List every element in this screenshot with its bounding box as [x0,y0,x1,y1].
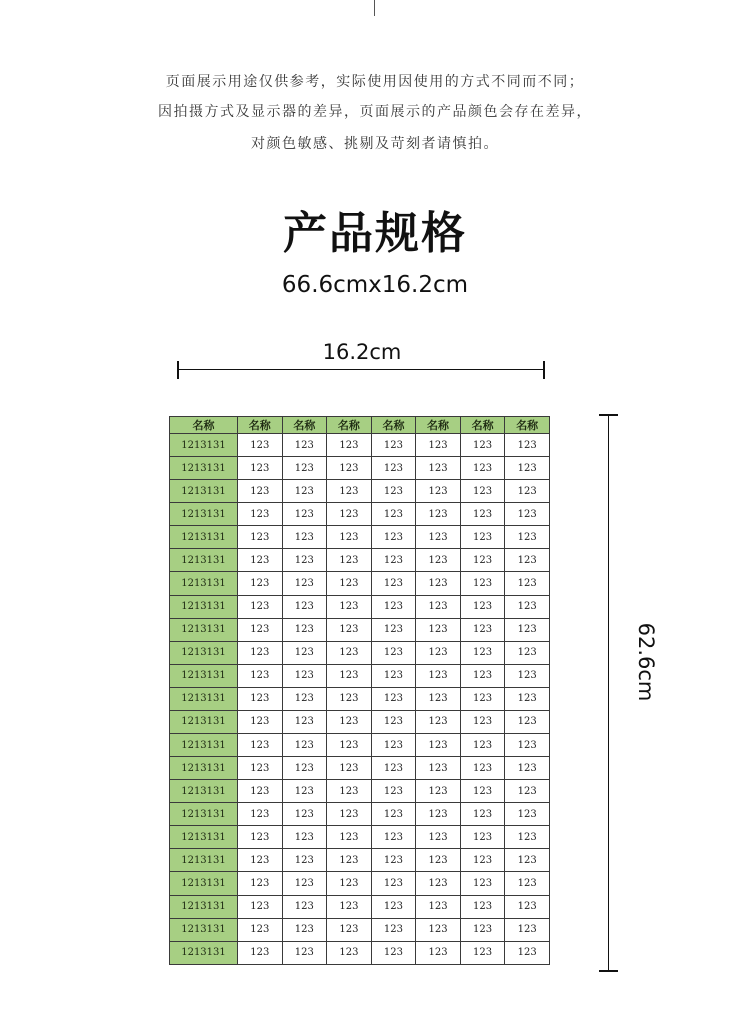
value-cell: 123 [238,757,283,780]
value-cell: 123 [238,503,283,526]
value-cell: 123 [238,872,283,895]
row-label-cell: 1213131 [170,434,238,457]
value-cell: 123 [282,734,327,757]
value-cell: 123 [460,918,505,941]
value-cell: 123 [327,434,372,457]
value-cell: 123 [327,826,372,849]
height-dimension-cap-top [599,414,618,416]
value-cell: 123 [282,803,327,826]
value-cell: 123 [238,434,283,457]
value-cell: 123 [238,595,283,618]
value-cell: 123 [460,941,505,964]
value-cell: 123 [238,641,283,664]
value-cell: 123 [282,480,327,503]
value-cell: 123 [238,941,283,964]
value-cell: 123 [238,895,283,918]
table-row [170,757,550,780]
value-cell: 123 [371,803,416,826]
value-cell: 123 [416,941,461,964]
value-cell: 123 [282,849,327,872]
value-cell: 123 [460,664,505,687]
row-label-cell: 1213131 [170,734,238,757]
value-cell: 123 [371,457,416,480]
value-cell: 123 [505,526,550,549]
value-cell: 123 [327,941,372,964]
row-label-cell: 1213131 [170,457,238,480]
row-label-cell: 1213131 [170,503,238,526]
value-cell: 123 [505,757,550,780]
value-cell: 123 [460,457,505,480]
value-cell: 123 [416,826,461,849]
value-cell: 123 [282,618,327,641]
value-cell: 123 [371,549,416,572]
table-row [170,572,550,595]
value-cell: 123 [416,849,461,872]
value-cell: 123 [371,595,416,618]
table-row [170,941,550,964]
row-label-cell: 1213131 [170,780,238,803]
value-cell: 123 [371,780,416,803]
value-cell: 123 [505,434,550,457]
value-cell: 123 [238,803,283,826]
table-row [170,918,550,941]
value-cell: 123 [460,549,505,572]
value-cell: 123 [505,710,550,733]
value-cell: 123 [371,503,416,526]
value-cell: 123 [460,803,505,826]
value-cell: 123 [505,503,550,526]
value-cell: 123 [282,918,327,941]
value-cell: 123 [460,757,505,780]
value-cell: 123 [416,434,461,457]
value-cell: 123 [327,780,372,803]
value-cell: 123 [505,734,550,757]
table-row [170,503,550,526]
table-row [170,895,550,918]
value-cell: 123 [282,595,327,618]
value-cell: 123 [416,480,461,503]
table-row [170,872,550,895]
value-cell: 123 [371,941,416,964]
row-label-cell: 1213131 [170,895,238,918]
notice-line-2: 因拍摄方式及显示器的差异，页面展示的产品颜色会存在差异， [158,104,592,120]
value-cell: 123 [327,757,372,780]
value-cell: 123 [416,710,461,733]
value-cell: 123 [238,480,283,503]
value-cell: 123 [282,664,327,687]
value-cell: 123 [460,480,505,503]
value-cell: 123 [371,849,416,872]
value-cell: 123 [327,526,372,549]
value-cell: 123 [371,757,416,780]
value-cell: 123 [371,826,416,849]
value-cell: 123 [327,549,372,572]
table-row [170,780,550,803]
table-row [170,595,550,618]
value-cell: 123 [238,457,283,480]
width-dimension-cap-left [177,361,179,379]
table-header-row [170,417,550,434]
height-dimension-cap-bottom [599,970,618,972]
table-row [170,457,550,480]
value-cell: 123 [282,641,327,664]
value-cell: 123 [371,734,416,757]
value-cell: 123 [371,480,416,503]
table-header-cell: 名称 [460,417,505,434]
value-cell: 123 [505,918,550,941]
value-cell: 123 [416,595,461,618]
row-label-cell: 1213131 [170,595,238,618]
value-cell: 123 [416,757,461,780]
value-cell: 123 [505,895,550,918]
table-header-cell: 名称 [371,417,416,434]
value-cell: 123 [371,641,416,664]
value-cell: 123 [327,595,372,618]
value-cell: 123 [327,480,372,503]
value-cell: 123 [327,734,372,757]
value-cell: 123 [416,780,461,803]
value-cell: 123 [282,872,327,895]
table-row [170,480,550,503]
value-cell: 123 [460,434,505,457]
value-cell: 123 [505,664,550,687]
width-dimension-cap-right [543,361,545,379]
value-cell: 123 [505,872,550,895]
value-cell: 123 [416,549,461,572]
row-label-cell: 1213131 [170,872,238,895]
height-dimension-line [608,415,609,972]
value-cell: 123 [505,941,550,964]
value-cell: 123 [505,826,550,849]
value-cell: 123 [416,895,461,918]
value-cell: 123 [282,503,327,526]
value-cell: 123 [282,457,327,480]
table-row [170,618,550,641]
value-cell: 123 [238,826,283,849]
value-cell: 123 [327,618,372,641]
value-cell: 123 [460,618,505,641]
value-cell: 123 [460,895,505,918]
value-cell: 123 [505,595,550,618]
value-cell: 123 [282,757,327,780]
value-cell: 123 [460,526,505,549]
table-header-cell: 名称 [416,417,461,434]
value-cell: 123 [371,918,416,941]
value-cell: 123 [460,780,505,803]
value-cell: 123 [505,641,550,664]
value-cell: 123 [505,618,550,641]
table-row [170,526,550,549]
value-cell: 123 [460,503,505,526]
table-row [170,710,550,733]
value-cell: 123 [327,664,372,687]
table-row [170,549,550,572]
spec-table-illustration [169,416,550,965]
notice-line-1: 页面展示用途仅供参考，实际使用因使用的方式不同而不同； [165,74,585,90]
row-label-cell: 1213131 [170,826,238,849]
value-cell: 123 [327,572,372,595]
value-cell: 123 [460,849,505,872]
row-label-cell: 1213131 [170,757,238,780]
value-cell: 123 [460,826,505,849]
value-cell: 123 [282,572,327,595]
value-cell: 123 [371,872,416,895]
value-cell: 123 [327,803,372,826]
row-label-cell: 1213131 [170,549,238,572]
value-cell: 123 [238,734,283,757]
value-cell: 123 [505,780,550,803]
value-cell: 123 [238,710,283,733]
value-cell: 123 [238,664,283,687]
value-cell: 123 [238,687,283,710]
value-cell: 123 [371,895,416,918]
value-cell: 123 [460,734,505,757]
value-cell: 123 [371,618,416,641]
value-cell: 123 [416,918,461,941]
page-title: 产品规格 [283,208,467,259]
value-cell: 123 [238,572,283,595]
row-label-cell: 1213131 [170,803,238,826]
row-label-cell: 1213131 [170,618,238,641]
table-row [170,664,550,687]
value-cell: 123 [238,618,283,641]
value-cell: 123 [327,641,372,664]
table-row [170,734,550,757]
value-cell: 123 [282,780,327,803]
row-label-cell: 1213131 [170,526,238,549]
value-cell: 123 [238,849,283,872]
value-cell: 123 [282,526,327,549]
table-row [170,434,550,457]
value-cell: 123 [238,526,283,549]
value-cell: 123 [282,826,327,849]
table-row [170,687,550,710]
value-cell: 123 [505,457,550,480]
value-cell: 123 [505,687,550,710]
height-dimension-label: 62.6cm [634,622,658,702]
value-cell: 123 [282,687,327,710]
value-cell: 123 [460,710,505,733]
row-label-cell: 1213131 [170,687,238,710]
value-cell: 123 [416,803,461,826]
value-cell: 123 [416,734,461,757]
width-dimension-label: 16.2cm [322,340,402,364]
value-cell: 123 [282,941,327,964]
row-label-cell: 1213131 [170,849,238,872]
value-cell: 123 [327,457,372,480]
value-cell: 123 [327,918,372,941]
value-cell: 123 [371,710,416,733]
value-cell: 123 [371,572,416,595]
value-cell: 123 [371,664,416,687]
top-divider-tick [374,0,375,16]
value-cell: 123 [371,434,416,457]
value-cell: 123 [505,480,550,503]
table-header-cell: 名称 [282,417,327,434]
value-cell: 123 [371,687,416,710]
value-cell: 123 [327,872,372,895]
value-cell: 123 [505,572,550,595]
value-cell: 123 [371,526,416,549]
table-header-cell: 名称 [327,417,372,434]
row-label-cell: 1213131 [170,664,238,687]
table-header-cell: 名称 [170,417,238,434]
value-cell: 123 [282,434,327,457]
value-cell: 123 [327,895,372,918]
value-cell: 123 [416,687,461,710]
value-cell: 123 [282,895,327,918]
value-cell: 123 [505,549,550,572]
value-cell: 123 [416,641,461,664]
value-cell: 123 [327,687,372,710]
value-cell: 123 [505,803,550,826]
value-cell: 123 [416,872,461,895]
value-cell: 123 [416,526,461,549]
row-label-cell: 1213131 [170,641,238,664]
value-cell: 123 [327,503,372,526]
value-cell: 123 [460,595,505,618]
value-cell: 123 [238,918,283,941]
width-dimension-line [178,369,545,370]
value-cell: 123 [282,549,327,572]
product-size: 66.6cmx16.2cm [281,272,469,298]
table-header-cell: 名称 [505,417,550,434]
value-cell: 123 [327,710,372,733]
value-cell: 123 [282,710,327,733]
value-cell: 123 [416,664,461,687]
value-cell: 123 [460,641,505,664]
value-cell: 123 [460,572,505,595]
notice-line-3: 对颜色敏感、挑剔及苛刻者请慎拍。 [251,136,499,152]
value-cell: 123 [416,503,461,526]
row-label-cell: 1213131 [170,918,238,941]
value-cell: 123 [416,457,461,480]
value-cell: 123 [460,872,505,895]
value-cell: 123 [238,549,283,572]
table-header-cell: 名称 [238,417,283,434]
value-cell: 123 [327,849,372,872]
value-cell: 123 [416,572,461,595]
table-row [170,849,550,872]
value-cell: 123 [238,780,283,803]
table-row [170,826,550,849]
value-cell: 123 [460,687,505,710]
row-label-cell: 1213131 [170,572,238,595]
row-label-cell: 1213131 [170,710,238,733]
value-cell: 123 [505,849,550,872]
value-cell: 123 [416,618,461,641]
table-body [170,434,550,965]
row-label-cell: 1213131 [170,941,238,964]
row-label-cell: 1213131 [170,480,238,503]
table-row [170,803,550,826]
table-row [170,641,550,664]
